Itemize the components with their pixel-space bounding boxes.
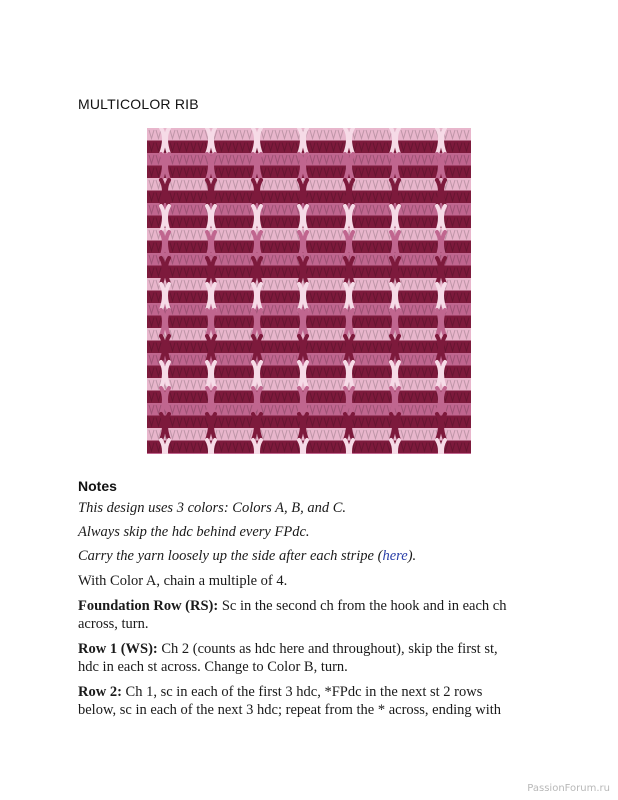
page-title: MULTICOLOR RIB bbox=[78, 96, 199, 112]
row-2 bbox=[78, 683, 548, 719]
note-colors: This design uses 3 colors: Colors A, B, and C. bbox=[78, 500, 347, 516]
note-carry-yarn-suffix: ). bbox=[407, 548, 417, 564]
row-1-label: Row 1 (WS): bbox=[78, 641, 158, 657]
row-2-text-2: below, sc in each of the next 3 hdc; repeat from the * across, ending with bbox=[78, 702, 502, 718]
row-2-label: Row 2: bbox=[78, 684, 122, 700]
foundation-row bbox=[78, 597, 548, 633]
note-carry-yarn-prefix: Carry the yarn loosely up the side after each stripe ( bbox=[78, 548, 383, 564]
crochet-swatch-image bbox=[147, 128, 471, 454]
row-1-text-2: hdc in each st across. Change to Color B, turn. bbox=[78, 659, 348, 675]
watermark: PassionForum.ru bbox=[527, 783, 610, 794]
chain-instruction: With Color A, chain a multiple of 4. bbox=[78, 573, 288, 589]
foundation-row-text-2: across, turn. bbox=[78, 616, 149, 632]
row-1-text: Ch 2 (counts as hdc here and throughout), skip the first st, bbox=[157, 641, 498, 657]
foundation-row-label: Foundation Row (RS): bbox=[78, 598, 219, 614]
note-skip-hdc: Always skip the hdc behind every FPdc. bbox=[78, 524, 310, 540]
notes-heading: Notes bbox=[78, 478, 117, 494]
here-link[interactable]: here bbox=[382, 548, 408, 564]
row-2-text: Ch 1, sc in each of the first 3 hdc, *FPdc in the next st 2 rows bbox=[121, 684, 483, 700]
foundation-row-text: Sc in the second ch from the hook and in each ch bbox=[218, 598, 507, 614]
row-1 bbox=[78, 640, 548, 676]
note-carry-yarn bbox=[78, 547, 548, 565]
